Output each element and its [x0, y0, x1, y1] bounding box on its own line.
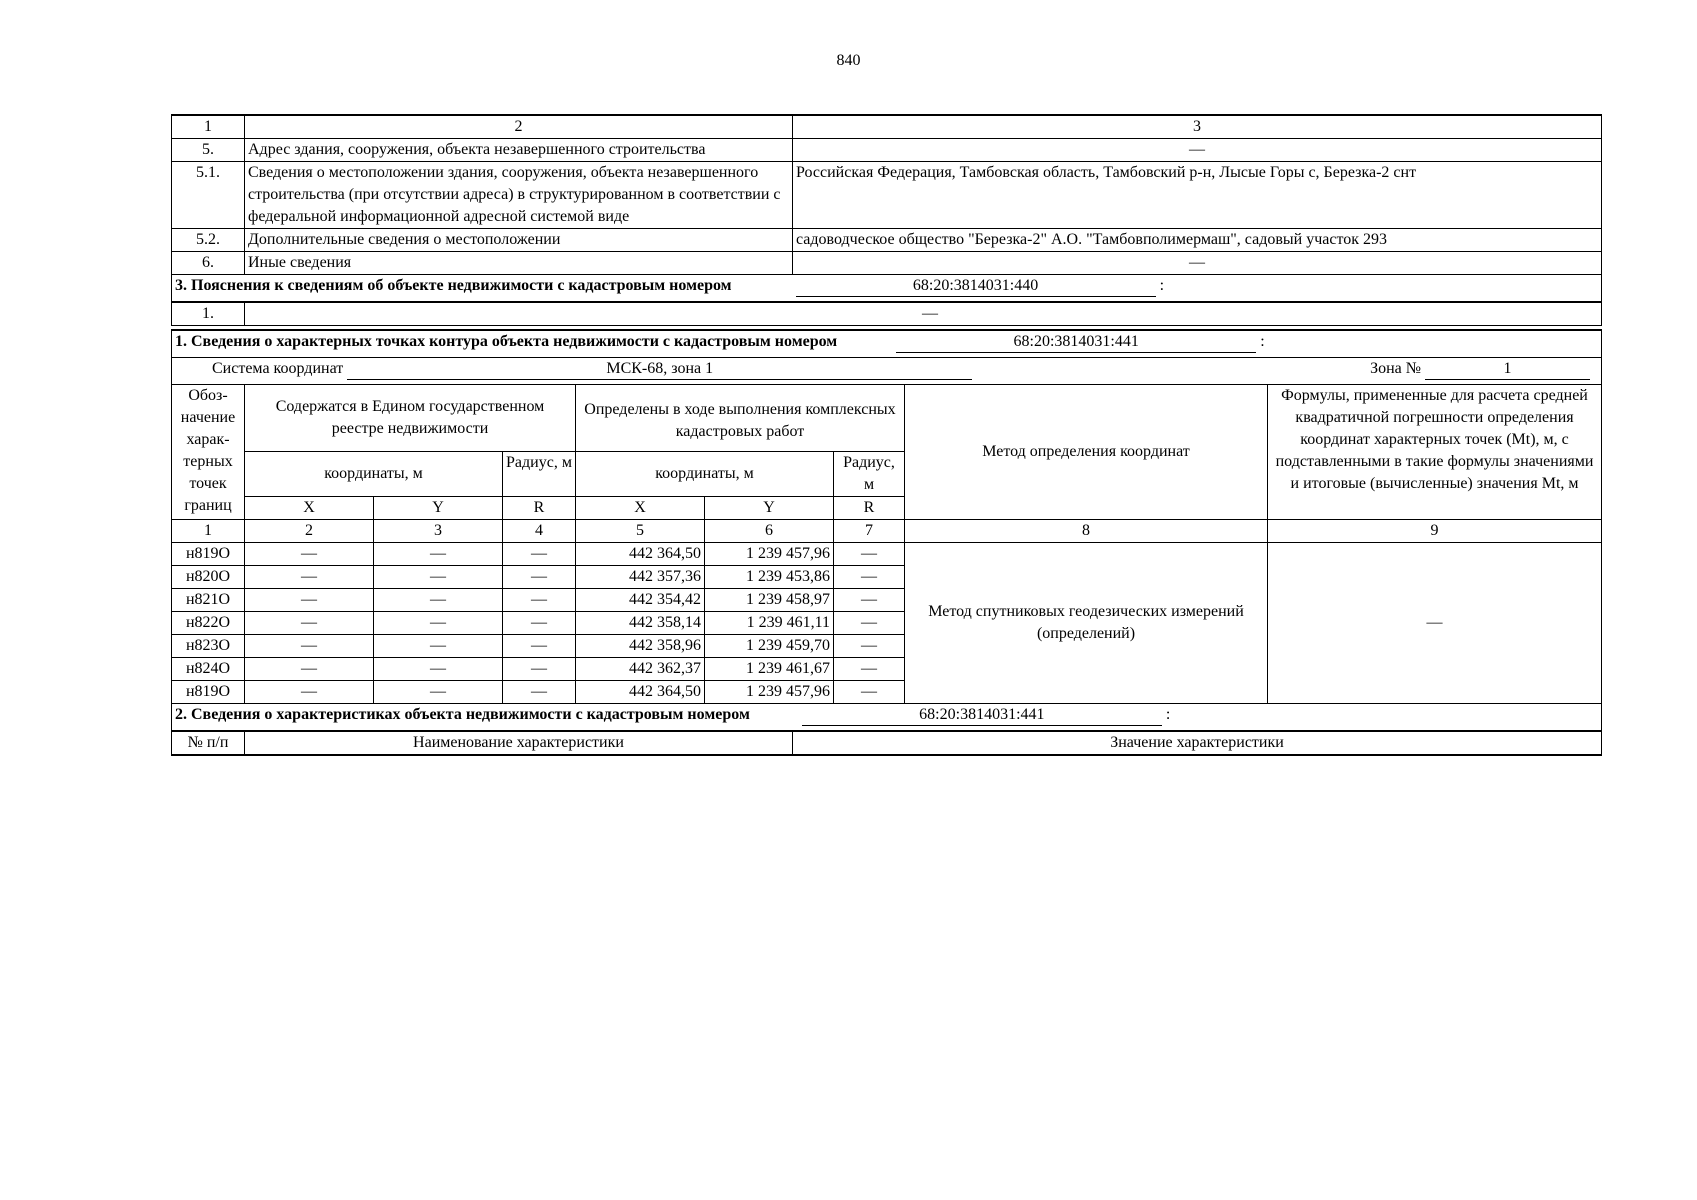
egrn-r-header: R: [503, 497, 576, 520]
egrn-coords-header: координаты, м: [245, 452, 503, 497]
method-value: Метод спутниковых геодезических измерений (определений): [905, 543, 1268, 704]
points-table: [171, 329, 1602, 704]
table-row: [172, 139, 1602, 162]
egrn-r: —: [503, 658, 576, 681]
document-sheet: [171, 114, 1601, 756]
kkr-radius-header: Радиус, м: [834, 452, 905, 497]
characteristics-table: [171, 704, 1602, 756]
row-number: 5.2.: [172, 229, 245, 252]
col-name-header: Наименование характеристики: [245, 731, 793, 755]
section3-colon: :: [1159, 277, 1165, 294]
kkr-x-header: X: [576, 497, 705, 520]
point-id: н819О: [172, 681, 245, 704]
kkr-r: —: [834, 658, 905, 681]
section2-header-row: [172, 731, 1602, 755]
kkr-r-header: R: [834, 497, 905, 520]
kkr-x: 442 354,42: [576, 589, 705, 612]
address-table: [171, 114, 1602, 326]
designation-header: Обоз-начение харак-терных точек границ: [172, 385, 245, 520]
section3-row: [172, 302, 1602, 326]
method-header: Метод определения координат: [905, 385, 1268, 520]
egrn-x-header: X: [245, 497, 374, 520]
kkr-r: —: [834, 635, 905, 658]
kkr-r: —: [834, 589, 905, 612]
point-id: н822О: [172, 612, 245, 635]
kkr-x: 442 358,14: [576, 612, 705, 635]
egrn-x: —: [245, 635, 374, 658]
row-value: —: [793, 139, 1602, 162]
section1-title-row: [172, 330, 1602, 358]
formulas-header: Формулы, примененные для расчета средней квадратичной погрешности определения координат характерных точек (Mt), м, с подставленными в такие формулы значениями и итоговые (вычисленные) значения Mt, м: [1268, 385, 1602, 520]
egrn-x: —: [245, 658, 374, 681]
egrn-y: —: [374, 612, 503, 635]
col-number-3: 3: [793, 115, 1602, 139]
egrn-r: —: [503, 589, 576, 612]
kkr-y: 1 239 461,11: [705, 612, 834, 635]
row-number: 5.: [172, 139, 245, 162]
coord-system-value: МСК-68, зона 1: [347, 359, 972, 380]
kkr-y: 1 239 453,86: [705, 566, 834, 589]
egrn-x: —: [245, 543, 374, 566]
kkr-r: —: [834, 681, 905, 704]
col-value-header: Значение характеристики: [793, 731, 1602, 755]
kkr-y: 1 239 459,70: [705, 635, 834, 658]
section1-colon: :: [1260, 333, 1265, 350]
egrn-r: —: [503, 612, 576, 635]
col-number: 2: [245, 520, 374, 543]
points-header-row-1: [172, 385, 1602, 452]
point-id: н823О: [172, 635, 245, 658]
kkr-x: 442 358,96: [576, 635, 705, 658]
zone-label: Зона №: [1370, 360, 1422, 377]
egrn-x: —: [245, 612, 374, 635]
egrn-x: —: [245, 566, 374, 589]
kkr-x: 442 357,36: [576, 566, 705, 589]
egrn-r: —: [503, 635, 576, 658]
egrn-y: —: [374, 681, 503, 704]
egrn-radius-header: Радиус, м: [503, 452, 576, 497]
table-row: [172, 252, 1602, 275]
kkr-y: 1 239 461,67: [705, 658, 834, 681]
kkr-r: —: [834, 566, 905, 589]
egrn-r: —: [503, 543, 576, 566]
section3-row-number: 1.: [172, 302, 245, 326]
table-row: [172, 162, 1602, 229]
egrn-y-header: Y: [374, 497, 503, 520]
point-id: н824О: [172, 658, 245, 681]
kkr-r: —: [834, 543, 905, 566]
kkr-header: Определены в ходе выполнения комплексных кадастровых работ: [576, 385, 905, 452]
egrn-header: Содержатся в Едином государственном реестре недвижимости: [245, 385, 576, 452]
egrn-y: —: [374, 635, 503, 658]
point-id: н821О: [172, 589, 245, 612]
section3-title: 3. Пояснения к сведениям об объекте недвижимости с кадастровым номером: [175, 277, 732, 294]
col-number: 3: [374, 520, 503, 543]
col-number: 8: [905, 520, 1268, 543]
row-name: Адрес здания, сооружения, объекта незавершенного строительства: [245, 139, 793, 162]
col-number-1: 1: [172, 115, 245, 139]
kkr-y-header: Y: [705, 497, 834, 520]
row-name: Дополнительные сведения о местоположении: [245, 229, 793, 252]
col-num-header: № п/п: [172, 731, 245, 755]
section3-cadastral-number: 68:20:3814031:440: [796, 276, 1156, 297]
egrn-y: —: [374, 658, 503, 681]
points-column-numbers-row: [172, 520, 1602, 543]
col-number: 7: [834, 520, 905, 543]
section1-cadastral-number: 68:20:3814031:441: [896, 332, 1256, 353]
kkr-x: 442 364,50: [576, 543, 705, 566]
row-number: 6.: [172, 252, 245, 275]
kkr-y: 1 239 457,96: [705, 543, 834, 566]
egrn-r: —: [503, 566, 576, 589]
row-value: садоводческое общество "Березка-2" А.О. "Тамбовполимермаш", садовый участок 293: [793, 229, 1602, 252]
egrn-x: —: [245, 589, 374, 612]
section2-cadastral-number: 68:20:3814031:441: [802, 705, 1162, 726]
section2-title: 2. Сведения о характеристиках объекта недвижимости с кадастровым номером: [175, 706, 750, 723]
table-row: [172, 229, 1602, 252]
kkr-coords-header: координаты, м: [576, 452, 834, 497]
section1-title: 1. Сведения о характерных точках контура объекта недвижимости с кадастровым номером: [175, 333, 838, 350]
egrn-r: —: [503, 681, 576, 704]
col-number: 4: [503, 520, 576, 543]
egrn-y: —: [374, 589, 503, 612]
formula-value: —: [1268, 543, 1602, 704]
row-value: —: [793, 252, 1602, 275]
row-name: Иные сведения: [245, 252, 793, 275]
row-value: Российская Федерация, Тамбовская область, Тамбовский р-н, Лысые Горы с, Березка-2 снт: [793, 162, 1602, 229]
col-number: 1: [172, 520, 245, 543]
egrn-x: —: [245, 681, 374, 704]
row-number: 5.1.: [172, 162, 245, 229]
point-id: н819О: [172, 543, 245, 566]
egrn-y: —: [374, 566, 503, 589]
row-name: Сведения о местоположении здания, сооружения, объекта незавершенного строительства (при отсутствии адреса) в структурированном в соответствии с федеральной информационной адресной системой виде: [245, 162, 793, 229]
zone-value: 1: [1425, 359, 1590, 380]
coord-system-row: [172, 358, 1602, 385]
point-id: н820О: [172, 566, 245, 589]
page-number: 840: [836, 52, 861, 69]
section3-row-value: —: [245, 302, 1602, 326]
section2-colon: :: [1165, 706, 1171, 723]
kkr-x: 442 362,37: [576, 658, 705, 681]
column-numbers-row: [172, 115, 1602, 139]
table-row: [172, 543, 1602, 566]
kkr-r: —: [834, 612, 905, 635]
col-number: 6: [705, 520, 834, 543]
egrn-y: —: [374, 543, 503, 566]
section3-title-row: [172, 275, 1602, 303]
col-number: 9: [1268, 520, 1602, 543]
section2-title-row: [172, 704, 1602, 731]
kkr-y: 1 239 458,97: [705, 589, 834, 612]
kkr-x: 442 364,50: [576, 681, 705, 704]
coord-system-label: Система координат: [212, 360, 344, 377]
kkr-y: 1 239 457,96: [705, 681, 834, 704]
col-number: 5: [576, 520, 705, 543]
col-number-2: 2: [245, 115, 793, 139]
